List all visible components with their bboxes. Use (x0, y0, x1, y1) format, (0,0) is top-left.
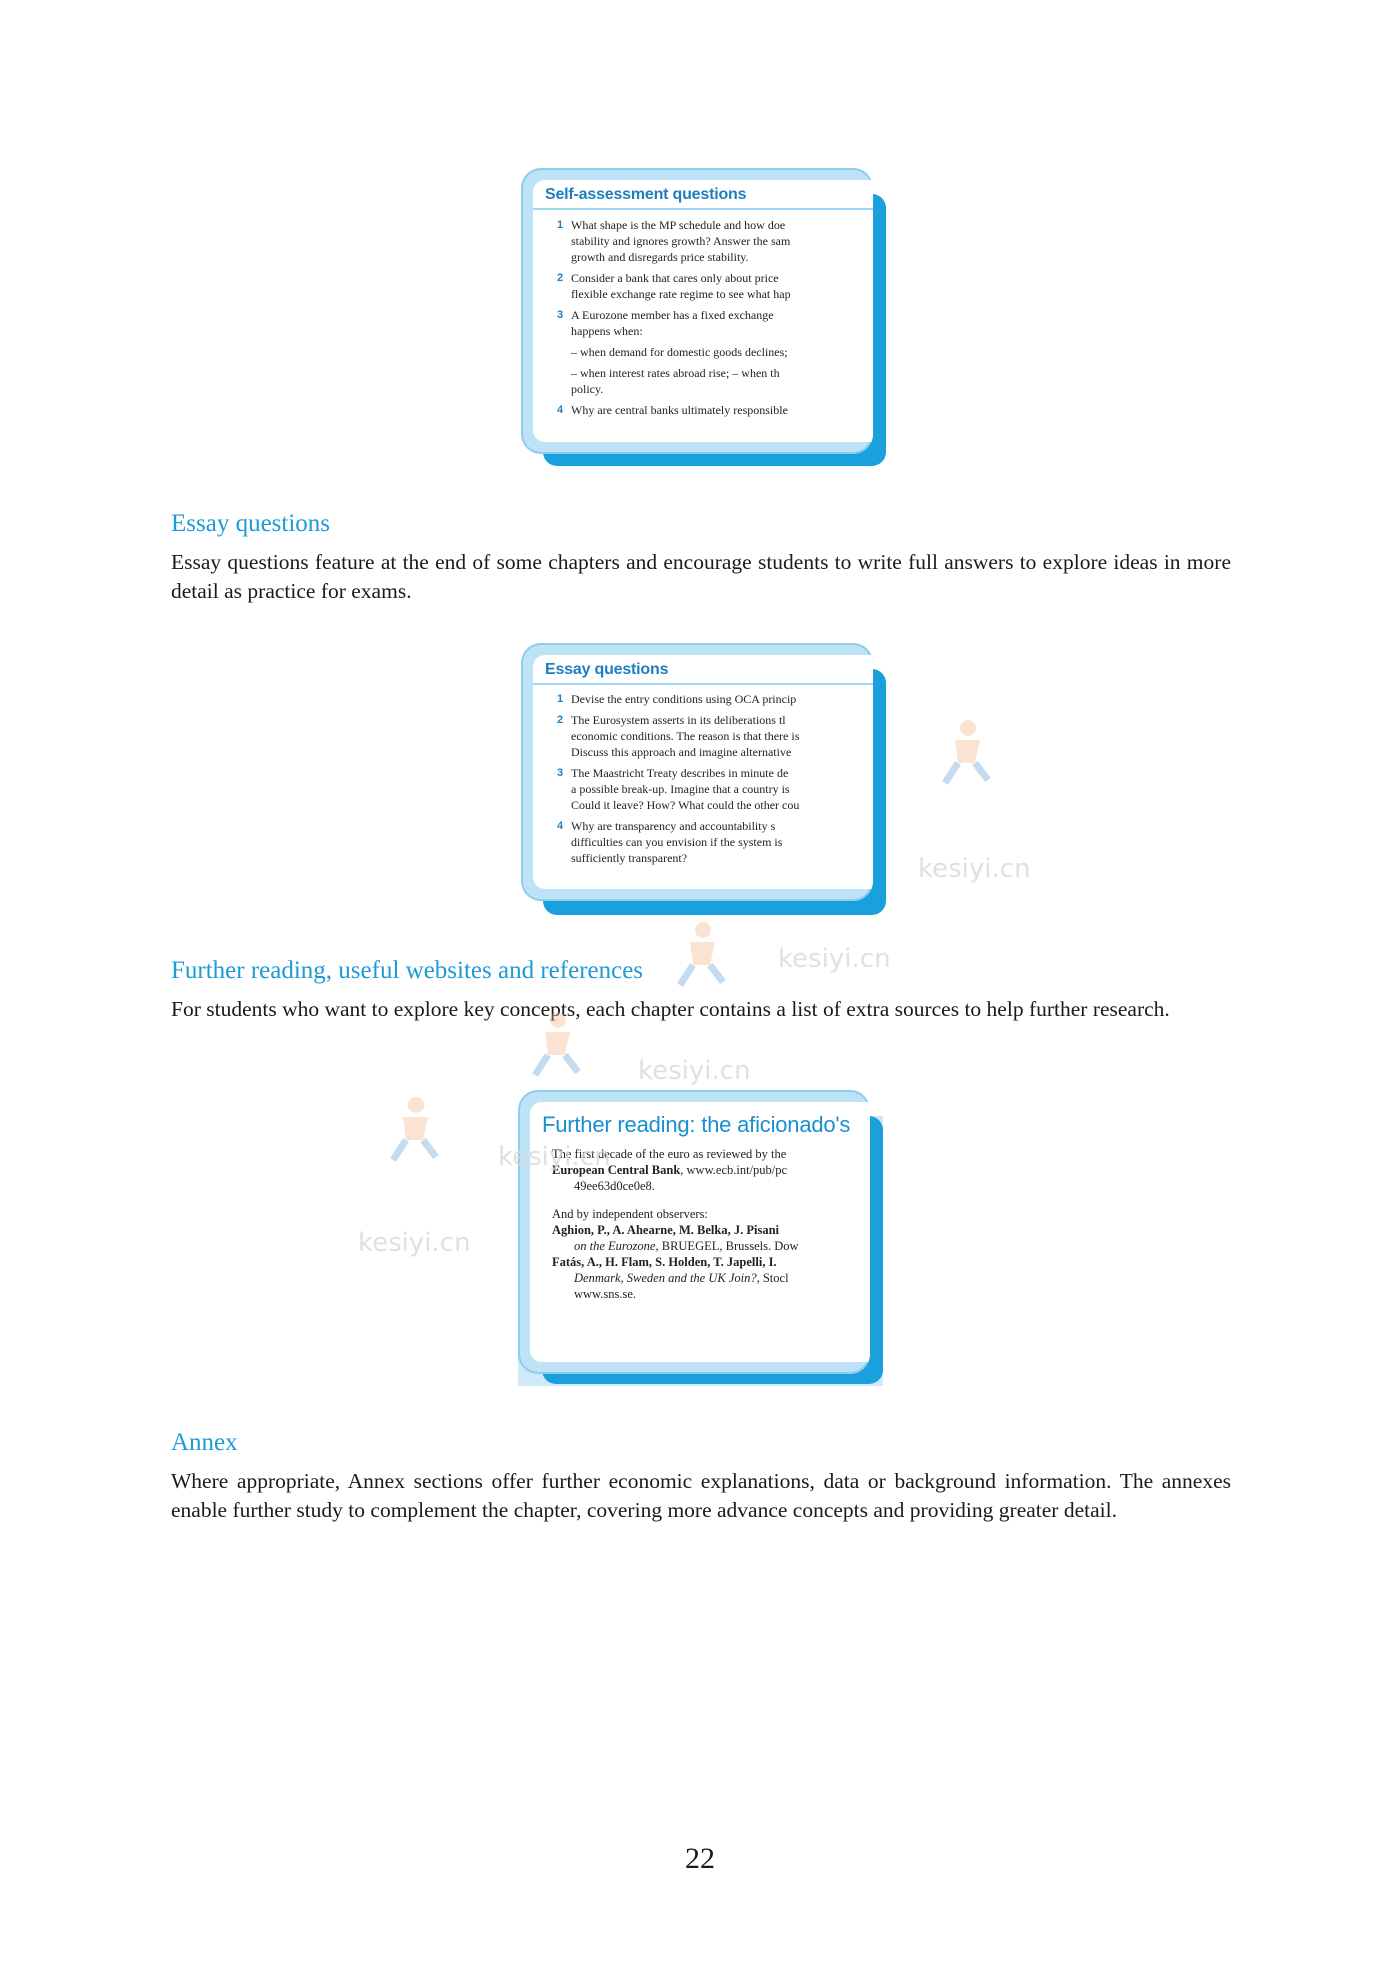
annex-paragraph: Where appropriate, Annex sections offer further economic explanations, data or background information. The annexes enable further study to complement the chapter, covering more advance concepts and providing greater detail. (171, 1469, 1231, 1522)
figure-title: Self-assessment questions (533, 180, 873, 210)
reference-line: on the Eurozone, BRUEGEL, Brussels. Dow (574, 1239, 799, 1253)
question-line: Could it leave? How? What could the other cou (571, 798, 800, 812)
figure-inner (530, 1102, 870, 1362)
question-number: 1 (557, 693, 564, 705)
reference-line: And by independent observers: (552, 1207, 708, 1221)
question-number: 4 (557, 820, 564, 832)
watermark-figure-icon (665, 920, 735, 990)
essay-questions-figure (521, 643, 886, 918)
question-line: 1 What shape is the MP schedule and how doe (557, 218, 786, 232)
figure-inner (533, 655, 873, 889)
reference-line: Denmark, Sweden and the UK Join?, Stocl (574, 1271, 789, 1285)
reference-line: Aghion, P., A. Ahearne, M. Belka, J. Pisani (552, 1223, 779, 1237)
watermark-figure-icon (930, 718, 1000, 788)
figure-title: Further reading: the aficionado's (542, 1112, 851, 1137)
question-item (533, 307, 873, 339)
question-line: 2 The Eurosystem asserts in its deliberations tl (557, 713, 786, 727)
watermark-text: kesiyi.cn (638, 1056, 751, 1086)
reference-line: Fatás, A., H. Flam, S. Holden, T. Japelli, I. (552, 1255, 777, 1269)
self-assessment-figure (521, 168, 886, 468)
question-number: 2 (557, 272, 564, 284)
watermark-text: kesiyi.cn (918, 854, 1031, 884)
question-item (533, 765, 873, 813)
question-line: 4 Why are transparency and accountability s (557, 819, 776, 833)
reference-line: www.sns.se. (574, 1287, 637, 1301)
question-line: a possible break-up. Imagine that a country is (571, 782, 790, 796)
question-number: 3 (557, 767, 564, 779)
question-item (533, 818, 873, 866)
question-line: – when demand for domestic goods declines; (571, 345, 788, 359)
reference-line: The first decade of the euro as reviewed by the (552, 1147, 787, 1161)
question-item (533, 691, 873, 707)
question-line: policy. (571, 382, 604, 396)
question-item (533, 344, 873, 360)
reading-paragraph: For students who want to explore key concepts, each chapter contains a list of extra sources to help further research. (171, 997, 1170, 1021)
question-item (533, 270, 873, 302)
figure-title: Essay questions (533, 655, 873, 685)
figure-frame (521, 168, 873, 454)
page-number: 22 (685, 1842, 715, 1875)
question-line: growth and disregards price stability. (571, 250, 749, 264)
question-list (533, 210, 873, 418)
further-reading-figure (518, 1090, 883, 1388)
watermark-figure-icon (378, 1095, 448, 1165)
question-line: happens when: (571, 324, 643, 338)
question-item (533, 712, 873, 760)
reading-heading: Further reading, useful websites and references (171, 957, 644, 984)
question-number: 3 (557, 309, 564, 321)
watermark-figure-icon (520, 1010, 590, 1080)
watermark-text: kesiyi.cn (358, 1228, 471, 1258)
watermark-text: kesiyi.cn (498, 1142, 611, 1172)
annex-heading: Annex (171, 1429, 238, 1456)
question-item (533, 217, 873, 265)
question-item (533, 365, 873, 397)
question-line: economic conditions. The reason is that there is (571, 729, 800, 743)
question-number: 1 (557, 219, 564, 231)
watermark-text: kesiyi.cn (778, 944, 891, 974)
figure-frame (518, 1090, 870, 1374)
figure-inner (533, 180, 873, 442)
question-number: 2 (557, 714, 564, 726)
essay-heading: Essay questions (171, 510, 331, 537)
question-line: 3 A Eurozone member has a fixed exchange (557, 308, 774, 322)
question-line: 1 Devise the entry conditions using OCA princip (557, 692, 797, 706)
question-line: 2 Consider a bank that cares only about price (557, 271, 779, 285)
question-line: flexible exchange rate regime to see what hap (571, 287, 791, 301)
question-number: 4 (557, 404, 564, 416)
question-line: stability and ignores growth? Answer the sam (571, 234, 791, 248)
question-list (533, 685, 873, 866)
essay-paragraph: Essay questions feature at the end of some chapters and encourage students to write full answers to explore ideas in more detail as practice for exams. (171, 550, 1231, 603)
reference-line: 49ee63d0ce0e8. (574, 1179, 655, 1193)
question-line: difficulties can you envision if the system is (571, 835, 783, 849)
reference-line: European Central Bank, www.ecb.int/pub/pc (552, 1163, 788, 1177)
question-item (533, 402, 873, 418)
question-line: 3 The Maastricht Treaty describes in minute de (557, 766, 789, 780)
figure-frame (521, 643, 873, 901)
question-line: – when interest rates abroad rise; – when th (571, 366, 780, 380)
question-line: 4 Why are central banks ultimately responsible (557, 403, 788, 417)
question-line: sufficiently transparent? (571, 851, 688, 865)
question-line: Discuss this approach and imagine alternative (571, 745, 792, 759)
